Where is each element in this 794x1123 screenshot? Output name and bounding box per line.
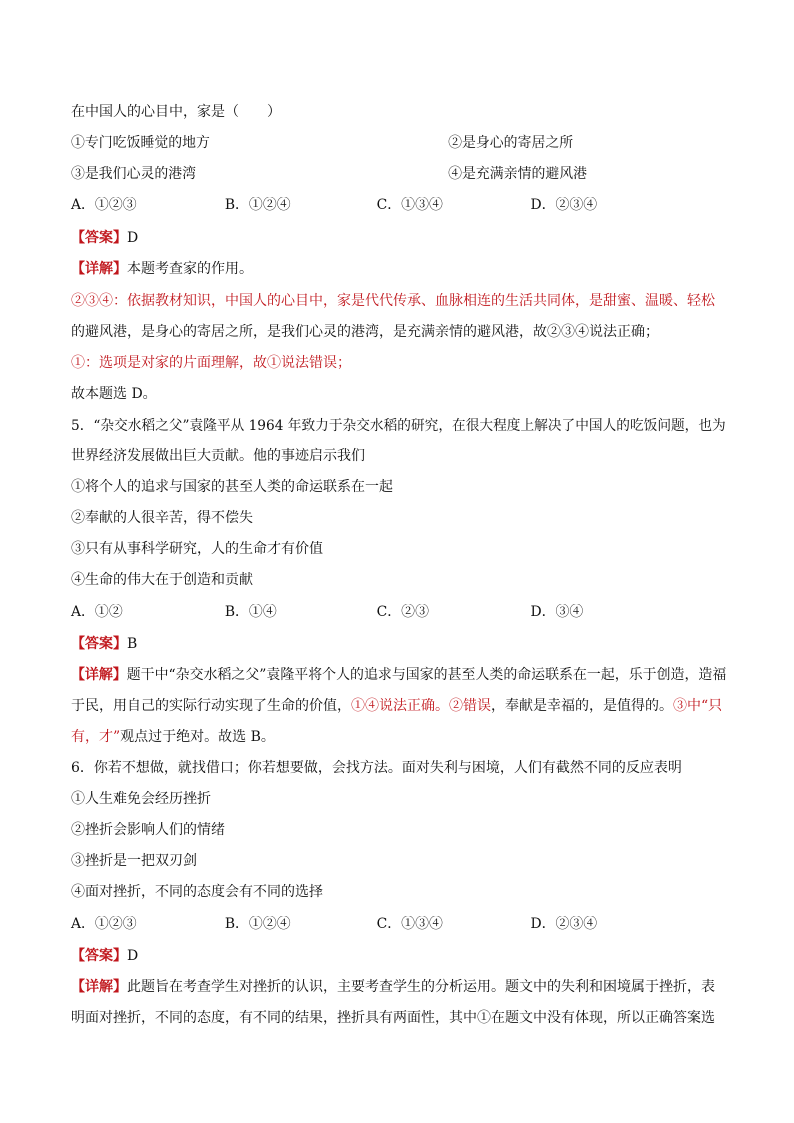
q6-option-1: ①人生难免会经历挫折 <box>71 791 211 807</box>
q5-choice-c: C．②③ <box>376 604 429 620</box>
answer-tag: 【答案】 <box>71 230 127 246</box>
q4-answer <box>71 228 138 248</box>
q4-detail-line-3: ①：选项是对家的片面理解，故①说法错误； <box>71 355 351 371</box>
q6-stem: 6．你若不想做，就找借口；你若想要做，会找方法。面对失利与困境，人们有截然不同的反应表明 <box>71 760 682 776</box>
q6-option-4: ④面对挫折，不同的态度会有不同的选择 <box>71 884 323 900</box>
q4-choices <box>71 195 726 215</box>
q5-choice-a: A．①② <box>71 604 123 620</box>
q6-choice-a: A．①②③ <box>71 916 137 932</box>
q6-detail-line-1: 【详解】此题旨在考查学生对挫折的认识，主要考查学生的分析运用。题文中的失利和困境属于挫折，表 <box>71 979 715 995</box>
detail-tag: 【详解】 <box>71 261 127 277</box>
q6-choice-c: C．①③④ <box>376 916 443 932</box>
answer-tag: 【答案】 <box>71 948 127 964</box>
q6-option-2: ②挫折会影响人们的情绪 <box>71 822 225 838</box>
answer-value: D <box>127 948 139 964</box>
q5-answer <box>71 634 137 654</box>
q4-options-row-2 <box>71 164 726 184</box>
q6-choice-b: B．①②④ <box>224 916 291 932</box>
q5-stem-line-2: 世界经济发展做出巨大贡献。他的事迹启示我们 <box>71 448 365 464</box>
answer-tag: 【答案】 <box>71 636 127 652</box>
q4-choice-a: A．①②③ <box>71 197 137 213</box>
q6-detail-line-2: 明面对挫折，不同的态度，有不同的结果，挫折具有两面性，其中①在题文中没有体现，所以正确答案选 <box>71 1010 715 1026</box>
q4-option-2: ②是身心的寄居之所 <box>448 135 574 151</box>
q4-detail-line-2: 的避风港，是身心的寄居之所，是我们心灵的港湾，是充满亲情的避风港，故②③④说法正确； <box>71 324 659 340</box>
answer-value: B <box>127 636 138 652</box>
q5-option-1: ①将个人的追求与国家的甚至人类的命运联系在一起 <box>71 479 393 495</box>
q5-detail-line-3: 有，才”观点过于绝对。故选 B。 <box>71 729 275 745</box>
detail-tag: 【详解】 <box>71 979 127 995</box>
answer-value: D <box>127 230 139 246</box>
q6-choice-d: D．②③④ <box>530 916 598 932</box>
q5-option-3: ③只有从事科学研究，人的生命才有价值 <box>71 541 323 557</box>
q4-choice-c: C．①③④ <box>376 197 443 213</box>
q5-option-2: ②奉献的人很辛苦，得不偿失 <box>71 510 253 526</box>
q4-conclusion: 故本题选 D。 <box>71 386 157 402</box>
q4-option-4: ④是充满亲情的避风港 <box>448 166 588 182</box>
q4-option-3: ③是我们心灵的港湾 <box>71 166 197 182</box>
q6-answer <box>71 946 138 966</box>
q5-choice-b: B．①④ <box>224 604 277 620</box>
detail-tag: 【详解】 <box>71 667 127 683</box>
q5-detail-line-2: 于民，用自己的实际行动实现了生命的价值，①④说法正确。②错误，奉献是幸福的，是值得的。③中“只 <box>71 698 723 714</box>
q4-detail-line-1: ②③④：依据教材知识，中国人的心目中，家是代代传承、血脉相连的生活共同体，是甜蜜、温暖、轻松 <box>71 293 715 309</box>
q4-detail-intro: 【详解】本题考查家的作用。 <box>71 261 253 277</box>
q6-option-3: ③挫折是一把双刃剑 <box>71 853 197 869</box>
q4-choice-b: B．①②④ <box>224 197 291 213</box>
q4-choice-d: D．②③④ <box>530 197 598 213</box>
q4-stem: 在中国人的心目中，家是（ ） <box>71 104 281 120</box>
q4-options-row-1 <box>71 133 726 153</box>
q5-stem-line-1: 5．“杂交水稻之父”袁隆平从 1964 年致力于杂交水稻的研究，在很大程度上解决了中国人的吃饭问题，也为 <box>71 418 726 434</box>
q5-detail-line-1: 【详解】题干中“杂交水稻之父”袁隆平将个人的追求与国家的甚至人类的命运联系在一起，乐于创造，造福 <box>71 667 727 683</box>
q5-option-4: ④生命的伟大在于创造和贡献 <box>71 572 253 588</box>
q5-choices <box>71 602 726 622</box>
q6-choices <box>71 914 726 934</box>
q4-option-1: ①专门吃饭睡觉的地方 <box>71 135 210 151</box>
q5-choice-d: D．③④ <box>530 604 584 620</box>
